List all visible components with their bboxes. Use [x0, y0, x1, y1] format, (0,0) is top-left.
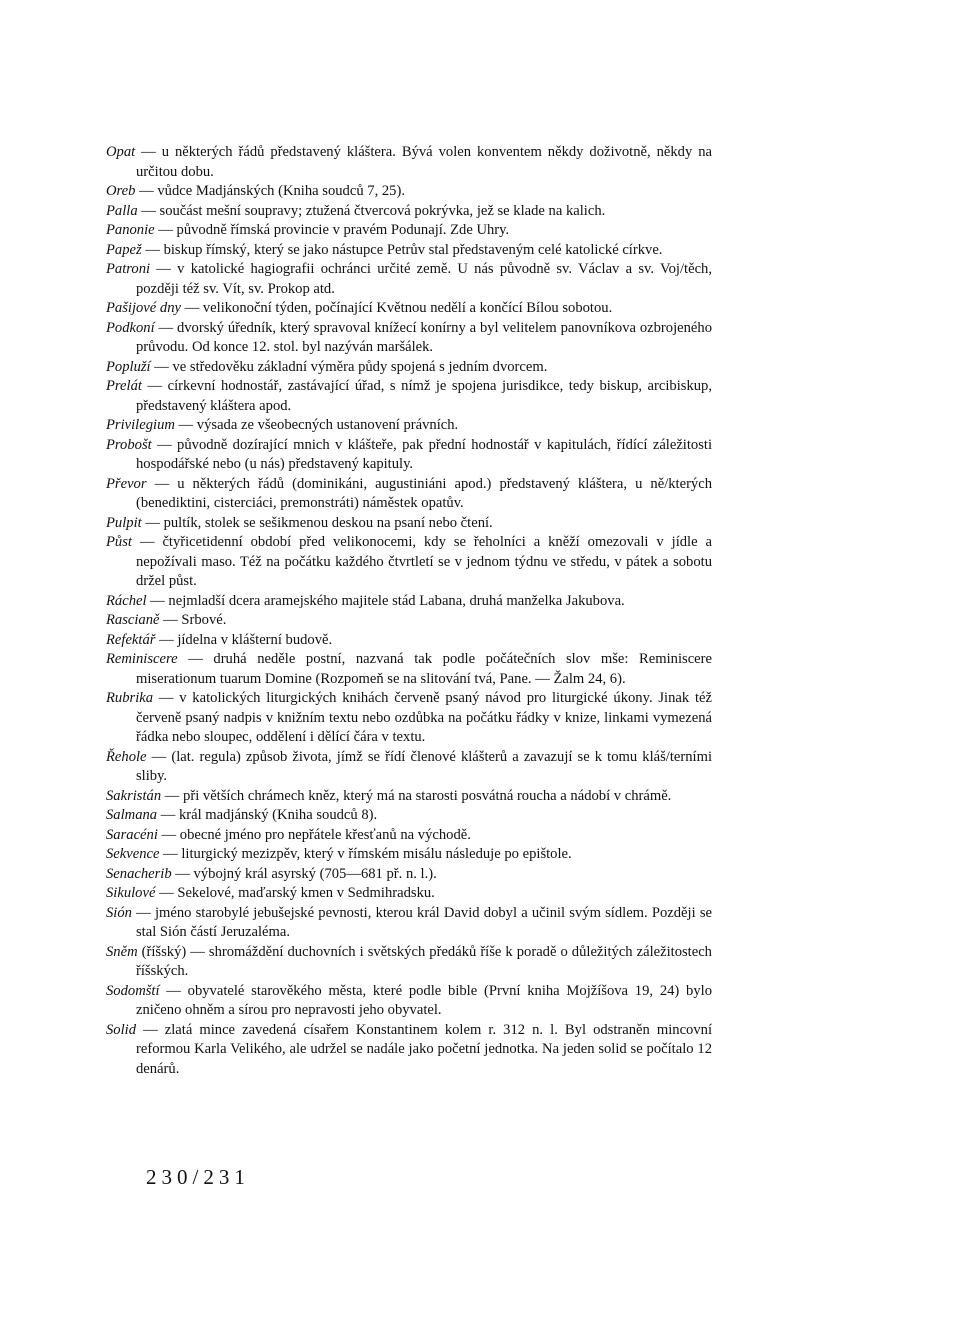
entry-separator: —	[150, 358, 173, 375]
entry-term: Sakristán	[106, 787, 162, 804]
entry-definition: původně dozírající mnich v klášteře, pak přední hodnostář v kapitulách, řídící záležitosti hospodářské nebo (u nás) představený kapituly.	[136, 436, 713, 472]
glossary-entry	[106, 982, 712, 1021]
entry-definition: nejmladší dcera aramejského majitele stád Labana, druhá manželka Jakubova.	[168, 592, 625, 609]
entry-definition: liturgický mezizpěv, který v římském misálu následuje po epištole.	[181, 846, 572, 862]
entry-definition: král madjánský (Kniha soudců 8).	[178, 807, 378, 823]
entry-term: Refektář	[106, 631, 156, 648]
entry-term: Panonie	[106, 222, 155, 238]
entry-term: Sodomští	[106, 982, 160, 999]
entry-term: Ráchel	[106, 592, 147, 609]
entry-term: Privilegium	[106, 417, 175, 433]
entry-definition: v katolických liturgických knihách červeně psaný návod pro liturgické úkony. Jinak též červeně psaný nadpis v knižním textu nebo ozdůbka na počátku řádky v knize, linkami vymezená řádka nebo sloupec, oddělení i dělící čára v textu.	[136, 690, 712, 745]
entry-separator: —	[136, 1021, 165, 1038]
glossary-entry	[106, 358, 712, 378]
glossary-entry	[106, 650, 712, 689]
entry-definition: ve středověku základní výměra půdy spojená s jedním dvorcem.	[172, 358, 548, 375]
entry-separator: —	[159, 612, 182, 628]
glossary-entry	[106, 514, 712, 534]
entry-separator: —	[153, 690, 180, 706]
entry-separator: —	[159, 846, 182, 862]
glossary-entry	[106, 845, 712, 865]
entry-separator: —	[141, 514, 164, 531]
entry-definition: původně římská provincie v pravém Podunají. Zde Uhry.	[176, 222, 510, 238]
entry-definition: druhá neděle postní, nazvaná tak podle počátečních slov mše: Reminiscere miserationum tuarum Domine (Rozpomeň se na slitování tvá, Pane. — Žalm 24, 6).	[136, 651, 712, 687]
glossary-entry	[106, 689, 712, 748]
entry-separator: —	[141, 241, 164, 258]
glossary-entry	[106, 884, 712, 904]
entry-term: Popluží	[106, 358, 151, 375]
glossary-entry	[106, 475, 712, 514]
entry-definition: u některých řádů představený kláštera. Bývá volen konventem někdy doživotně, někdy na určitou dobu.	[136, 144, 713, 180]
entry-definition: dvorský úředník, který spravoval knížecí konírny a byl velitelem panovníkova ozbrojeného průvodu. Od konce 12. stol. byl nazýván maršálek.	[136, 319, 712, 355]
glossary-entry	[106, 806, 712, 826]
glossary-entry	[106, 826, 712, 846]
entry-separator: —	[161, 787, 184, 804]
entry-term: Prelát	[106, 378, 142, 394]
glossary-entry	[106, 533, 712, 592]
entry-definition: vůdce Madjánských (Kniha soudců 7, 25).	[157, 183, 405, 199]
entry-term: Převor	[106, 475, 147, 492]
glossary-entry	[106, 416, 712, 436]
entry-definition: velikonoční týden, počínající Květnou nedělí a končící Bílou sobotou.	[202, 300, 613, 316]
entry-term: Rubrika	[106, 690, 154, 706]
glossary-entry	[106, 221, 712, 241]
glossary-entry	[106, 260, 712, 299]
entry-separator: —	[155, 885, 178, 901]
entry-separator: —	[135, 183, 158, 199]
glossary-entry	[106, 865, 712, 885]
entry-separator: —	[151, 436, 178, 453]
glossary-entry	[106, 631, 712, 651]
entry-definition: čtyřicetidenní období před velikonocemi, kdy se řeholníci a kněží omezovali v jídle a nepožívali maso. Též na počátku každého čtvrtletí se v jednom týdnu ve středu, v pátek a sobotu držel půst.	[136, 534, 713, 589]
entry-definition: jídelna v klášterní budově.	[177, 631, 333, 648]
entry-separator: —	[159, 982, 188, 999]
glossary-entry	[106, 1021, 712, 1080]
entry-separator: —	[157, 826, 180, 843]
entry-separator: —	[154, 222, 177, 238]
entry-separator: —	[146, 475, 178, 492]
entry-term: Papež	[106, 241, 142, 258]
entry-term: Probošt	[106, 436, 152, 453]
entry-separator: —	[174, 417, 197, 433]
entry-separator: —	[171, 865, 194, 882]
glossary-entry	[106, 787, 712, 807]
glossary-entry	[106, 299, 712, 319]
entry-separator: —	[180, 300, 203, 316]
glossary-entry	[106, 611, 712, 631]
entry-definition: výbojný král asyrský (705—681 př. n. l.).	[193, 865, 437, 882]
entry-term: Salmana	[106, 807, 158, 823]
entry-definition: při větších chrámech kněz, který má na starosti posvátná roucha a nádobí v chrámě.	[183, 787, 672, 804]
entry-term: Patroni	[106, 261, 151, 277]
entry-definition: Srbové.	[181, 612, 227, 628]
entry-separator: —	[146, 592, 169, 609]
glossary-entry	[106, 904, 712, 943]
entry-definition: (říšský) — shromáždění duchovních i světských předáků říše k poradě o důležitých záležitostech říšských.	[136, 943, 712, 979]
entry-term: Solid	[106, 1021, 136, 1038]
glossary-entry	[106, 241, 712, 261]
entry-separator: —	[155, 631, 178, 648]
glossary-entry	[106, 377, 712, 416]
entry-definition: výsada ze všeobecných ustanovení právních.	[196, 417, 459, 433]
entry-term: Palla	[106, 202, 138, 219]
entry-separator: —	[135, 144, 162, 160]
entry-definition: zlatá mince zavedená císařem Konstantinem kolem r. 312 n. l. Byl odstraněn mincovní reformou Karla Velikého, ale udržel se nadále jako početní jednotka. Na jeden solid se počítalo 12 denárů.	[136, 1021, 713, 1077]
glossary-entry	[106, 748, 712, 787]
entry-term: Rascianě	[106, 612, 160, 628]
entry-definition: biskup římský, který se jako nástupce Petrův stal představeným celé katolické církve.	[163, 241, 663, 258]
entry-definition: součást mešní soupravy; ztužená čtvercová pokrývka, jež se klade na kalich.	[159, 202, 606, 219]
entry-term: Sikulové	[106, 885, 156, 901]
glossary-entry	[106, 592, 712, 612]
entry-definition: obecné jméno pro nepřátele křesťanů na východě.	[179, 826, 471, 843]
entry-term: Řehole	[106, 748, 147, 765]
entry-definition: pultík, stolek se sešikmenou deskou na psaní nebo čtení.	[163, 514, 493, 531]
entry-separator: —	[150, 261, 178, 277]
entry-term: Sión	[106, 904, 132, 921]
entry-term: Podkoní	[106, 319, 155, 336]
entry-separator: —	[131, 904, 155, 921]
entry-term: Pulpit	[106, 514, 142, 531]
entry-term: Pašijové dny	[106, 300, 181, 316]
entry-term: Sekvence	[106, 846, 160, 862]
entry-definition: jméno starobylé jebušejské pevnosti, kterou král David dobyl a učinil svým sídlem. Později se stal Sión částí Jeruzaléma.	[136, 904, 712, 940]
entry-separator: —	[157, 807, 179, 823]
entry-term: Sněm	[106, 943, 138, 960]
glossary-entry	[106, 202, 712, 222]
entry-definition: v katolické hagiografii ochránci určité země. U nás původně sv. Václav a sv. Voj/těch, později též sv. Vít, sv. Prokop atd.	[136, 261, 712, 297]
entry-separator: —	[177, 651, 214, 667]
entry-term: Saracéni	[106, 826, 158, 843]
entry-separator: —	[131, 534, 163, 550]
entry-term: Opat	[106, 144, 136, 160]
glossary-entry	[106, 943, 712, 982]
glossary-entry	[106, 143, 712, 182]
entry-definition: u některých řádů (dominikáni, augustiniáni apod.) představený kláštera, u ně/kterých (benediktini, cisterciáci, premonstráti) náměstek opatův.	[136, 475, 713, 511]
entry-separator: —	[146, 748, 172, 765]
glossary-list	[106, 143, 712, 1079]
entry-term: Senacherib	[106, 865, 172, 882]
page-number: 230/231	[146, 1165, 250, 1189]
entry-definition: obyvatelé starověkého města, které podle bible (První kniha Mojžíšova 19, 24) bylo zničeno ohněm a sírou pro nepravosti jeho obyvatel.	[136, 982, 712, 1018]
entry-term: Reminiscere	[106, 651, 178, 667]
entry-term: Půst	[106, 534, 132, 550]
entry-separator: —	[141, 378, 168, 394]
entry-separator: —	[137, 202, 160, 219]
entry-separator: —	[154, 319, 177, 336]
glossary-entry	[106, 319, 712, 358]
glossary-entry	[106, 436, 712, 475]
entry-definition: církevní hodnostář, zastávající úřad, s nímž je spojena jurisdikce, tedy biskup, arcibiskup, představený kláštera apod.	[136, 378, 712, 414]
entry-term: Oreb	[106, 183, 136, 199]
glossary-entry	[106, 182, 712, 202]
entry-definition: (lat. regula) způsob života, jímž se řídí členové klášterů a zavazují se k tomu kláš/terními sliby.	[136, 748, 712, 784]
entry-definition: Sekelové, maďarský kmen v Sedmihradsku.	[177, 885, 435, 901]
